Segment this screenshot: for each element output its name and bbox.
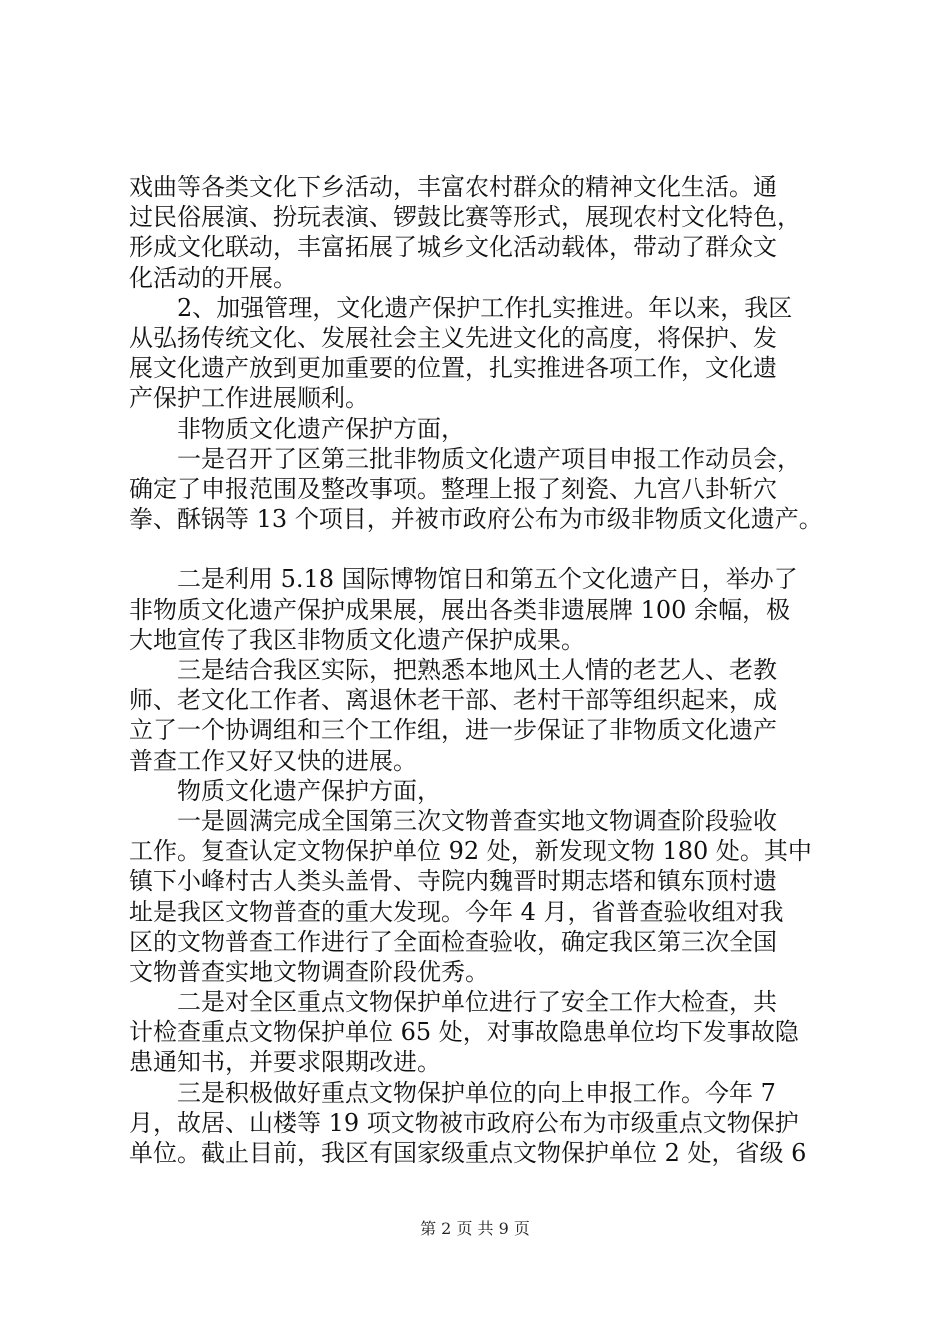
document-body xyxy=(129,172,841,1168)
text-line: 产保护工作进展顺利。 xyxy=(129,384,369,413)
text-line: 计检查重点文物保护单位 65 处，对事故隐患单位均下发事故隐 xyxy=(129,1018,799,1047)
text-line: 立了一个协调组和三个工作组，进一步保证了非物质文化遗产 xyxy=(129,716,777,745)
text-line: 址是我区文物普查的重大发现。今年 4 月，省普查验收组对我 xyxy=(129,897,784,926)
text-line: 非物质文化遗产保护方面， xyxy=(177,414,465,443)
text-line: 文物普查实地文物调查阶段优秀。 xyxy=(129,957,489,986)
text-line: 月，故居、山楼等 19 项文物被市政府公布为市级重点文物保护 xyxy=(129,1108,799,1137)
text-line: 一是召开了区第三批非物质文化遗产项目申报工作动员会， xyxy=(177,444,801,473)
text-line: 从弘扬传统文化、发展社会主义先进文化的高度，将保护、发 xyxy=(129,323,777,352)
text-line: 区的文物普查工作进行了全面检查验收，确定我区第三次全国 xyxy=(129,927,777,956)
text-line: 三是结合我区实际，把熟悉本地风土人情的老艺人、老教 xyxy=(177,656,777,684)
text-line: 确定了申报范围及整改事项。整理上报了刻瓷、九宫八卦斩穴 xyxy=(129,474,777,503)
text-line: 工作。复查认定文物保护单位 92 处，新发现文物 180 处。其中 xyxy=(129,837,812,866)
text-line: 普查工作又好又快的进展。 xyxy=(129,746,417,775)
text-line: 单位。截止目前，我区有国家级重点文物保护单位 2 处，省级 6 xyxy=(129,1139,807,1167)
text-line: 展文化遗产放到更加重要的位置，扎实推进各项工作，文化遗 xyxy=(129,354,777,383)
text-line: 拳、酥锅等 13 个项目，并被市政府公布为市级非物质文化遗产。 xyxy=(129,505,823,534)
text-line: 患通知书，并要求限期改进。 xyxy=(129,1048,441,1077)
text-line: 2、加强管理，文化遗产保护工作扎实推进。年以来，我区 xyxy=(177,293,793,322)
page-footer: 第 2 页 共 9 页 xyxy=(420,1219,530,1238)
text-line: 形成文化联动，丰富拓展了城乡文化活动载体，带动了群众文 xyxy=(129,233,777,262)
text-line: 二是对全区重点文物保护单位进行了安全工作大检查，共 xyxy=(177,988,777,1017)
text-line: 一是圆满完成全国第三次文物普查实地文物调查阶段验收 xyxy=(177,806,777,835)
text-line: 二是利用 5.18 国际博物馆日和第五个文化遗产日，举办了 xyxy=(177,565,798,594)
text-line: 大地宣传了我区非物质文化遗产保护成果。 xyxy=(129,625,585,654)
text-line: 戏曲等各类文化下乡活动，丰富农村群众的精神文化生活。通 xyxy=(129,173,777,201)
blank-line xyxy=(129,534,841,564)
text-line: 非物质文化遗产保护成果展，展出各类非遗展牌 100 余幅，极 xyxy=(129,595,791,624)
text-line: 物质文化遗产保护方面， xyxy=(177,776,441,805)
text-line: 过民俗展演、扮玩表演、锣鼓比赛等形式，展现农村文化特色， xyxy=(129,203,801,232)
text-line: 三是积极做好重点文物保护单位的向上申报工作。今年 7 xyxy=(177,1078,776,1107)
text-line: 师、老文化工作者、离退休老干部、老村干部等组织起来，成 xyxy=(129,686,777,715)
text-line: 镇下小峰村古人类头盖骨、寺院内魏晋时期志塔和镇东顶村遗 xyxy=(129,867,777,896)
text-line: 化活动的开展。 xyxy=(129,263,297,292)
